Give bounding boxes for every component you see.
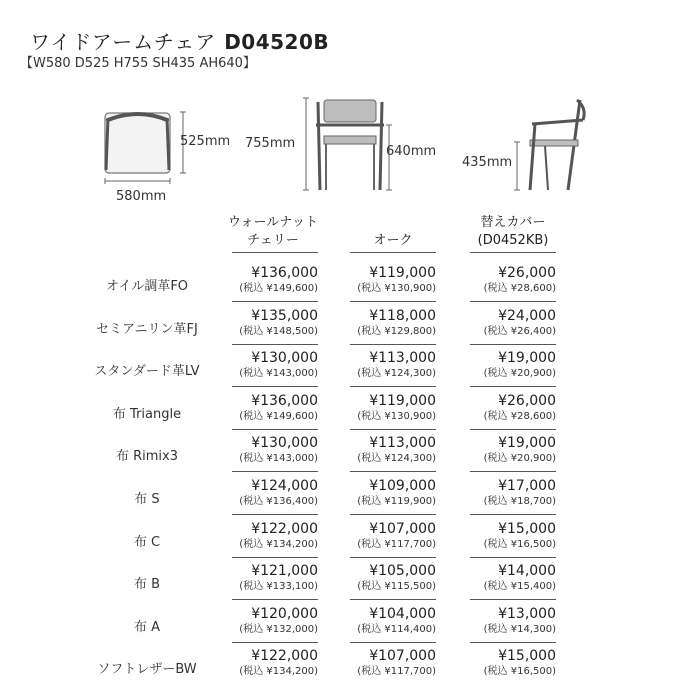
price-cell <box>326 350 436 380</box>
chair-side-view <box>530 100 584 190</box>
price-tax-included: (税込 ¥148,500) <box>239 325 318 337</box>
price-value: ¥119,000 <box>369 392 436 409</box>
price-value: ¥26,000 <box>498 392 556 409</box>
row-rule <box>350 344 436 345</box>
seat-height-dimension-line <box>514 142 520 190</box>
price-tax-included: (税込 ¥14,300) <box>483 623 556 635</box>
price-cell <box>446 265 556 295</box>
column-header-walnut-cherry <box>228 214 318 250</box>
row-rule <box>470 386 556 387</box>
price-tax-included: (税込 ¥134,200) <box>239 666 318 678</box>
price-cell <box>326 648 436 678</box>
price-tax-included: (税込 ¥117,700) <box>357 666 436 678</box>
price-tax-included: (税込 ¥15,400) <box>483 581 556 593</box>
row-rule <box>350 514 436 515</box>
price-cell <box>326 478 436 508</box>
price-cell <box>446 606 556 636</box>
price-value: ¥107,000 <box>369 648 436 665</box>
price-value: ¥104,000 <box>369 605 436 622</box>
price-cell <box>446 393 556 423</box>
price-tax-included: (税込 ¥129,800) <box>357 325 436 337</box>
price-cell <box>208 393 318 423</box>
price-cell <box>326 521 436 551</box>
price-value: ¥136,000 <box>251 392 318 409</box>
price-tax-included: (税込 ¥143,000) <box>239 368 318 380</box>
row-rule <box>350 599 436 600</box>
row-label: オイル調革FO <box>105 279 189 294</box>
price-value: ¥19,000 <box>498 350 556 367</box>
row-label: セミアニリン革FJ <box>96 321 198 337</box>
row-label: 布 Triangle <box>112 406 182 422</box>
height-label: 755mm <box>245 136 296 151</box>
price-cell <box>208 478 318 508</box>
row-rule <box>232 514 318 515</box>
row-label: 布 S <box>134 492 160 507</box>
column-header-line1: ウォールナット <box>228 215 318 230</box>
price-tax-included: (税込 ¥115,500) <box>357 581 436 593</box>
chair-top-view <box>105 113 170 173</box>
price-cell <box>208 350 318 380</box>
column-header-line2: (D0452KB) <box>477 233 549 248</box>
row-rule <box>350 471 436 472</box>
price-value: ¥113,000 <box>369 435 436 452</box>
column-rule <box>232 252 318 253</box>
price-tax-included: (税込 ¥119,900) <box>357 496 436 507</box>
price-tax-included: (税込 ¥143,000) <box>239 453 318 465</box>
price-cell <box>208 265 318 295</box>
price-cell <box>326 265 436 295</box>
price-value: ¥121,000 <box>251 563 318 580</box>
price-tax-included: (税込 ¥16,500) <box>483 538 556 550</box>
row-rule <box>350 429 436 430</box>
row-rule <box>232 599 318 600</box>
row-label: 布 A <box>133 619 161 635</box>
price-cell <box>326 435 436 465</box>
price-value: ¥15,000 <box>498 520 556 537</box>
price-tax-included: (税込 ¥130,900) <box>357 283 436 294</box>
row-rule <box>470 344 556 345</box>
price-cell <box>326 393 436 423</box>
chair-drawings <box>0 80 700 210</box>
depth-label: 525mm <box>180 134 231 149</box>
column-rule <box>470 252 556 253</box>
price-cell <box>446 648 556 678</box>
price-cell <box>446 435 556 465</box>
price-value: ¥113,000 <box>369 350 436 367</box>
row-rule <box>232 344 318 345</box>
price-tax-included: (税込 ¥28,600) <box>483 283 556 294</box>
price-tax-included: (税込 ¥130,900) <box>357 410 436 422</box>
row-label: スタンダード革LV <box>94 364 200 380</box>
row-rule <box>232 557 318 558</box>
price-value: ¥105,000 <box>369 563 436 580</box>
price-tax-included: (税込 ¥136,400) <box>239 496 318 507</box>
price-value: ¥119,000 <box>369 265 436 281</box>
row-rule <box>470 557 556 558</box>
width-label: 580mm <box>116 189 167 204</box>
price-tax-included: (税込 ¥132,000) <box>239 623 318 635</box>
price-value: ¥120,000 <box>251 605 318 622</box>
price-value: ¥13,000 <box>498 605 556 622</box>
price-tax-included: (税込 ¥149,600) <box>239 410 318 422</box>
row-rule <box>470 642 556 643</box>
row-label: ソフトレザーBW <box>97 662 197 678</box>
row-rule <box>470 471 556 472</box>
price-cell <box>208 308 318 338</box>
height-dimension-line <box>303 98 309 190</box>
column-header-cover <box>468 214 558 250</box>
row-rule <box>350 642 436 643</box>
price-cell <box>446 478 556 508</box>
row-label: 布 B <box>133 577 161 593</box>
chair-front-view <box>316 100 384 190</box>
price-cell <box>208 563 318 593</box>
row-label: 布 Rimix3 <box>115 449 179 465</box>
row-rule <box>350 557 436 558</box>
row-rule <box>470 514 556 515</box>
price-tax-included: (税込 ¥114,400) <box>357 623 436 635</box>
row-rule <box>470 429 556 430</box>
row-rule <box>350 301 436 302</box>
row-label: 布 C <box>133 534 161 550</box>
price-tax-included: (税込 ¥124,300) <box>357 453 436 465</box>
dimension-summary: 【W580 D525 H755 SH435 AH640】 <box>20 56 256 71</box>
price-value: ¥136,000 <box>251 265 318 281</box>
arm-height-label: 640mm <box>386 144 437 159</box>
price-cell <box>326 563 436 593</box>
price-value: ¥15,000 <box>498 648 556 665</box>
row-rule <box>470 599 556 600</box>
price-tax-included: (税込 ¥117,700) <box>357 538 436 550</box>
column-header-line1: 替えカバー <box>480 215 546 230</box>
row-rule <box>350 386 436 387</box>
price-tax-included: (税込 ¥26,400) <box>483 325 556 337</box>
row-rule <box>470 301 556 302</box>
price-cell <box>326 606 436 636</box>
column-header-line2: オーク <box>373 233 413 248</box>
seat-height-label: 435mm <box>462 155 513 170</box>
price-tax-included: (税込 ¥149,600) <box>239 283 318 294</box>
price-value: ¥122,000 <box>251 648 318 665</box>
price-cell <box>446 521 556 551</box>
row-rule <box>232 301 318 302</box>
price-cell <box>326 308 436 338</box>
product-code: D04520B <box>224 30 330 54</box>
column-header-oak <box>348 214 438 250</box>
price-tax-included: (税込 ¥20,900) <box>483 368 556 380</box>
row-rule <box>232 642 318 643</box>
row-rule <box>232 471 318 472</box>
chair-diagrams <box>0 80 700 210</box>
price-cell <box>446 350 556 380</box>
price-value: ¥24,000 <box>498 307 556 324</box>
price-value: ¥122,000 <box>251 520 318 537</box>
price-value: ¥118,000 <box>369 307 436 324</box>
price-cell <box>208 435 318 465</box>
price-value: ¥17,000 <box>498 478 556 494</box>
price-cell <box>208 648 318 678</box>
price-cell <box>446 563 556 593</box>
price-tax-included: (税込 ¥28,600) <box>483 410 556 422</box>
price-tax-included: (税込 ¥16,500) <box>483 666 556 678</box>
product-name: ワイドアームチェア <box>30 30 217 54</box>
price-cell <box>446 308 556 338</box>
width-dimension-line <box>105 178 170 184</box>
price-value: ¥124,000 <box>251 478 318 494</box>
price-tax-included: (税込 ¥124,300) <box>357 368 436 380</box>
price-value: ¥130,000 <box>251 350 318 367</box>
column-header-line2: チェリー <box>247 233 299 248</box>
price-tax-included: (税込 ¥133,100) <box>239 581 318 593</box>
price-value: ¥19,000 <box>498 435 556 452</box>
price-cell <box>208 521 318 551</box>
price-tax-included: (税込 ¥18,700) <box>483 496 556 507</box>
price-cell <box>208 606 318 636</box>
price-value: ¥26,000 <box>498 265 556 281</box>
price-value: ¥130,000 <box>251 435 318 452</box>
price-tax-included: (税込 ¥20,900) <box>483 453 556 465</box>
price-value: ¥107,000 <box>369 520 436 537</box>
price-value: ¥109,000 <box>369 478 436 494</box>
column-header-line1 <box>348 214 438 232</box>
row-rule <box>232 429 318 430</box>
row-rule <box>232 386 318 387</box>
page-title <box>30 26 329 55</box>
column-rule <box>350 252 436 253</box>
price-value: ¥14,000 <box>498 563 556 580</box>
price-value: ¥135,000 <box>251 307 318 324</box>
price-tax-included: (税込 ¥134,200) <box>239 538 318 550</box>
